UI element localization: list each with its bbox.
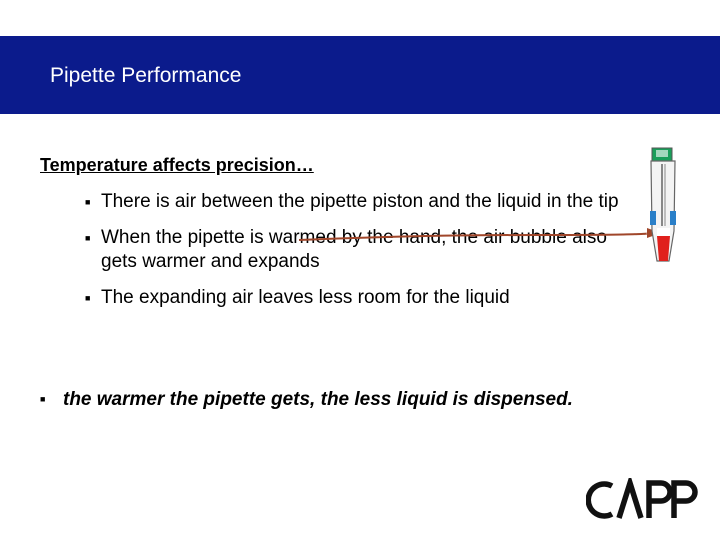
main-bullet-text: the warmer the pipette gets, the less liquid is dispensed. <box>63 389 573 410</box>
section-heading: Temperature affects precision… <box>40 155 314 175</box>
capp-logo-icon <box>586 478 698 522</box>
sub-bullet-item <box>85 286 645 310</box>
square-bullet-icon: ■ <box>85 233 91 243</box>
sub-bullet-text: The expanding air leaves less room for the liquid <box>101 287 510 308</box>
square-bullet-icon: ■ <box>40 394 46 404</box>
slide-title: Pipette Performance <box>50 64 242 87</box>
sub-bullet-list <box>85 190 645 322</box>
main-bullet-item <box>40 387 623 412</box>
sub-bullet-item <box>85 190 645 214</box>
pipette-diagram-icon <box>648 146 678 268</box>
square-bullet-icon: ■ <box>85 197 91 207</box>
sub-bullet-text: When the pipette is warmed by the hand, the air bubble also gets warmer and expands <box>101 227 607 272</box>
square-bullet-icon: ■ <box>85 293 91 303</box>
pointer-arrow <box>295 225 665 255</box>
sub-bullet-text: There is air between the pipette piston and the liquid in the tip <box>101 191 619 212</box>
